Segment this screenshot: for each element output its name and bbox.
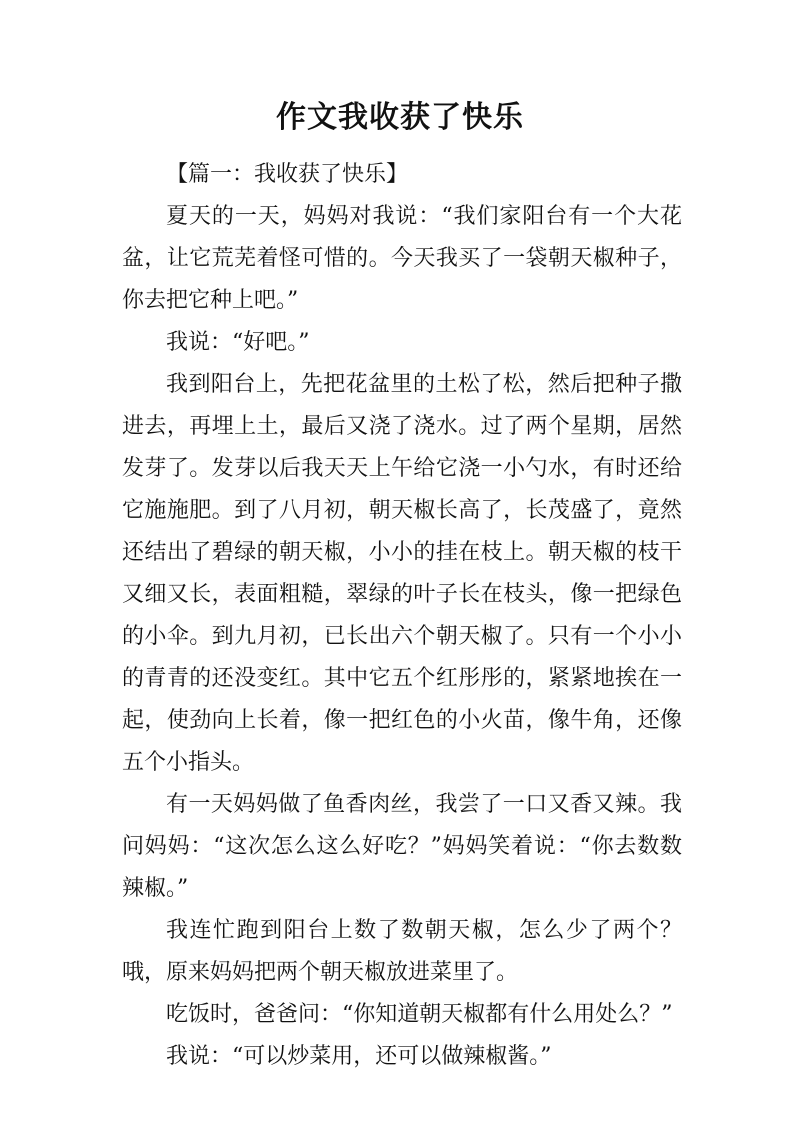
section-heading: 【篇一：我收获了快乐】: [166, 162, 409, 187]
paragraph: 夏天的一天，妈妈对我说：“我们家阳台有一个大花盆，让它荒芜着怪可惜的。今天我买了一袋朝天椒种子，你去把它种上吧。”: [122, 204, 682, 313]
paragraph: 我说：“好吧。”: [166, 330, 310, 355]
paragraph: 吃饭时，爸爸问：“你知道朝天椒都有什么用处么？”: [166, 1002, 673, 1027]
paragraph: 我说：“可以炒菜用，还可以做辣椒酱。”: [166, 1044, 552, 1069]
paragraph: 我到阳台上，先把花盆里的土松了松，然后把种子撒进去，再埋上土，最后又浇了浇水。过了两个星期，居然发芽了。发芽以后我天天上午给它浇一小勺水，有时还给它施施肥。到了八月初，朝天椒长高了，长茂盛了，竟然还结出了碧绿的朝天椒，小小的挂在枝上。朝天椒的枝干又细又长，表面粗糙，翠绿的叶子长在枝头，像一把绿色的小伞。到九月初，已长出六个朝天椒了。只有一个小小的青青的还没变红。其中它五个红彤彤的，紧紧地挨在一起，使劲向上长着，像一把红色的小火苗，像牛角，还像五个小指头。: [122, 372, 682, 775]
paragraph: 有一天妈妈做了鱼香肉丝，我尝了一口又香又辣。我问妈妈：“这次怎么这么好吃？”妈妈笑着说：“你去数数辣椒。”: [122, 792, 682, 901]
paragraph: 我连忙跑到阳台上数了数朝天椒，怎么少了两个？哦，原来妈妈把两个朝天椒放进菜里了。: [122, 918, 682, 985]
document-title: 作文我收获了快乐: [276, 100, 524, 135]
document-body: [122, 154, 682, 1078]
